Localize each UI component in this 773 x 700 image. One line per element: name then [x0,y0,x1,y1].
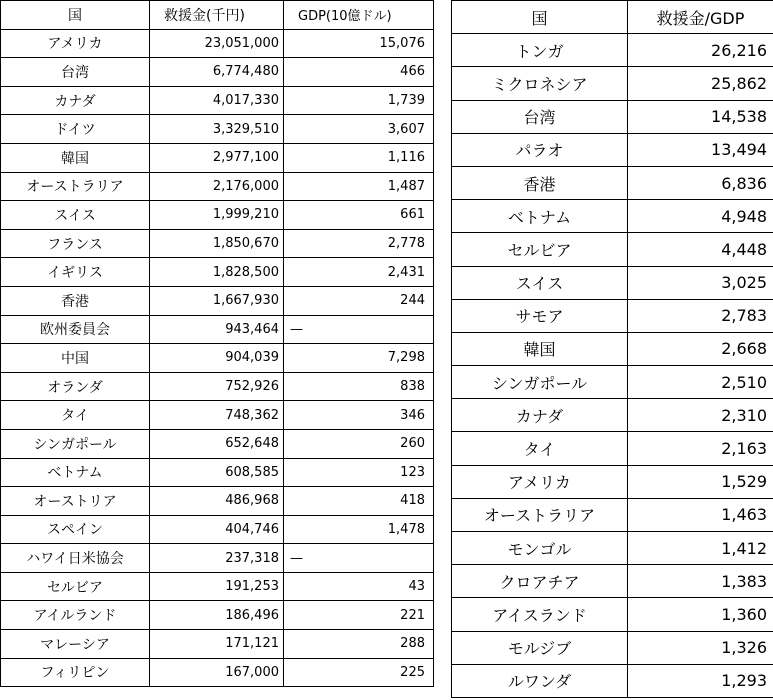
aid-cell: 752,926 [150,372,284,401]
aid-cell: 4,017,330 [150,86,284,115]
table-row [1,372,434,401]
gdp-cell: 661 [284,201,434,230]
country-cell: 欧州委員会 [1,315,150,344]
table-row [452,532,773,565]
country-cell: タイ [1,401,150,430]
country-cell: アメリカ [452,465,628,498]
gdp-cell: 2,431 [284,258,434,287]
table-row [452,332,773,365]
country-cell: ドイツ [1,115,150,144]
table-row [1,115,434,144]
ratio-cell: 25,862 [628,67,773,100]
gdp-cell: — [284,315,434,344]
gdp-cell: 1,116 [284,143,434,172]
table-row [1,458,434,487]
gdp-cell: 418 [284,487,434,516]
table-row [1,286,434,315]
ratio-cell: 2,783 [628,299,773,332]
aid-cell: 652,648 [150,429,284,458]
country-cell: フィリピン [1,658,150,687]
gdp-cell: 288 [284,630,434,659]
ratio-cell: 1,326 [628,631,773,664]
table-row [1,515,434,544]
country-cell: セルビア [452,233,628,266]
country-cell: 香港 [452,166,628,199]
table-row [452,565,773,598]
ratio-cell: 4,448 [628,233,773,266]
gdp-cell: — [284,544,434,573]
table-row [1,86,434,115]
table-row [452,200,773,233]
aid-cell: 943,464 [150,315,284,344]
country-cell: パラオ [452,133,628,166]
ratio-cell: 2,310 [628,399,773,432]
aid-cell: 237,318 [150,544,284,573]
table-row [1,630,434,659]
ratio-cell: 2,510 [628,366,773,399]
table-row [452,34,773,67]
country-cell: 台湾 [452,100,628,133]
aid-cell: 167,000 [150,658,284,687]
table-row [452,631,773,664]
table-row [1,572,434,601]
country-cell: ハワイ日米協会 [1,544,150,573]
country-cell: ベトナム [452,200,628,233]
gdp-cell: 1,478 [284,515,434,544]
aid-cell: 1,850,670 [150,229,284,258]
aid-cell: 2,977,100 [150,143,284,172]
ratio-cell: 1,529 [628,465,773,498]
table-row [1,315,434,344]
gdp-cell: 1,487 [284,172,434,201]
gdp-cell: 43 [284,572,434,601]
table-row [1,429,434,458]
gdp-cell: 7,298 [284,344,434,373]
ratio-cell: 1,293 [628,664,773,697]
aid-cell: 6,774,480 [150,58,284,87]
table-row [1,58,434,87]
table-row [1,344,434,373]
gdp-cell: 225 [284,658,434,687]
ratio-cell: 1,463 [628,498,773,531]
table-row [452,366,773,399]
country-cell: マレーシア [1,630,150,659]
table-row [1,401,434,430]
ratio-cell: 6,836 [628,166,773,199]
table-row [452,399,773,432]
table-row [452,133,773,166]
table-row [1,143,434,172]
table-row [452,465,773,498]
country-cell: オランダ [1,372,150,401]
country-cell: セルビア [1,572,150,601]
gdp-cell: 346 [284,401,434,430]
aid-cell: 608,585 [150,458,284,487]
table-row [1,487,434,516]
table-row [1,172,434,201]
header-ratio: 救援金/GDP [628,1,773,34]
gdp-cell: 260 [284,429,434,458]
country-cell: ミクロネシア [452,67,628,100]
table-row [452,67,773,100]
aid-cell: 2,176,000 [150,172,284,201]
gdp-cell: 2,778 [284,229,434,258]
ratio-cell: 1,412 [628,532,773,565]
country-cell: アイルランド [1,601,150,630]
country-cell: ベトナム [1,458,150,487]
aid-cell: 186,496 [150,601,284,630]
aid-cell: 23,051,000 [150,29,284,58]
ratio-cell: 13,494 [628,133,773,166]
gdp-cell: 221 [284,601,434,630]
aid-cell: 3,329,510 [150,115,284,144]
country-cell: トンガ [452,34,628,67]
table-row [1,229,434,258]
header-country: 国 [1,1,150,30]
table-header-row [452,1,773,34]
ratio-cell: 1,360 [628,598,773,631]
country-cell: モンゴル [452,532,628,565]
ratio-cell: 4,948 [628,200,773,233]
table-row [1,601,434,630]
gdp-cell: 123 [284,458,434,487]
ratio-cell: 1,383 [628,565,773,598]
table-row [1,29,434,58]
country-cell: カナダ [452,399,628,432]
table-row [452,498,773,531]
country-cell: 台湾 [1,58,150,87]
country-cell: モルジブ [452,631,628,664]
country-cell: サモア [452,299,628,332]
gdp-cell: 3,607 [284,115,434,144]
ratio-cell: 3,025 [628,266,773,299]
ratio-cell: 2,668 [628,332,773,365]
table-row [452,100,773,133]
country-cell: カナダ [1,86,150,115]
header-country: 国 [452,1,628,34]
table-header-row [1,1,434,30]
header-aid: 救援金(千円) [150,1,284,30]
country-cell: 韓国 [1,143,150,172]
ratio-cell: 2,163 [628,432,773,465]
aid-cell: 486,968 [150,487,284,516]
table-row [452,432,773,465]
gdp-cell: 244 [284,286,434,315]
aid-cell: 1,828,500 [150,258,284,287]
table-row [452,266,773,299]
aid-cell: 171,121 [150,630,284,659]
country-cell: 韓国 [452,332,628,365]
table-row [1,258,434,287]
country-cell: シンガポール [452,366,628,399]
country-cell: 香港 [1,286,150,315]
country-cell: ルワンダ [452,664,628,697]
country-cell: アメリカ [1,29,150,58]
aid-cell: 404,746 [150,515,284,544]
ratio-cell: 26,216 [628,34,773,67]
country-cell: スイス [1,201,150,230]
aid-cell: 1,667,930 [150,286,284,315]
table-row [1,201,434,230]
country-cell: フランス [1,229,150,258]
table-row [452,598,773,631]
country-cell: スペイン [1,515,150,544]
country-cell: 中国 [1,344,150,373]
country-cell: オーストリア [1,487,150,516]
table-row [1,544,434,573]
gdp-cell: 838 [284,372,434,401]
country-cell: オーストラリア [452,498,628,531]
country-cell: クロアチア [452,565,628,598]
table-row [452,299,773,332]
table-row [452,233,773,266]
table-row [452,664,773,697]
country-cell: シンガポール [1,429,150,458]
aid-cell: 191,253 [150,572,284,601]
ratio-cell: 14,538 [628,100,773,133]
gdp-cell: 15,076 [284,29,434,58]
country-cell: タイ [452,432,628,465]
country-cell: オーストラリア [1,172,150,201]
gdp-cell: 466 [284,58,434,87]
gdp-cell: 1,739 [284,86,434,115]
table-row [452,166,773,199]
country-cell: スイス [452,266,628,299]
country-cell: アイスランド [452,598,628,631]
header-gdp: GDP(10億ドル) [284,1,434,30]
aid-gdp-ratio-table [451,0,773,698]
aid-cell: 748,362 [150,401,284,430]
table-row [1,658,434,687]
country-cell: イギリス [1,258,150,287]
aid-cell: 904,039 [150,344,284,373]
aid-cell: 1,999,210 [150,201,284,230]
